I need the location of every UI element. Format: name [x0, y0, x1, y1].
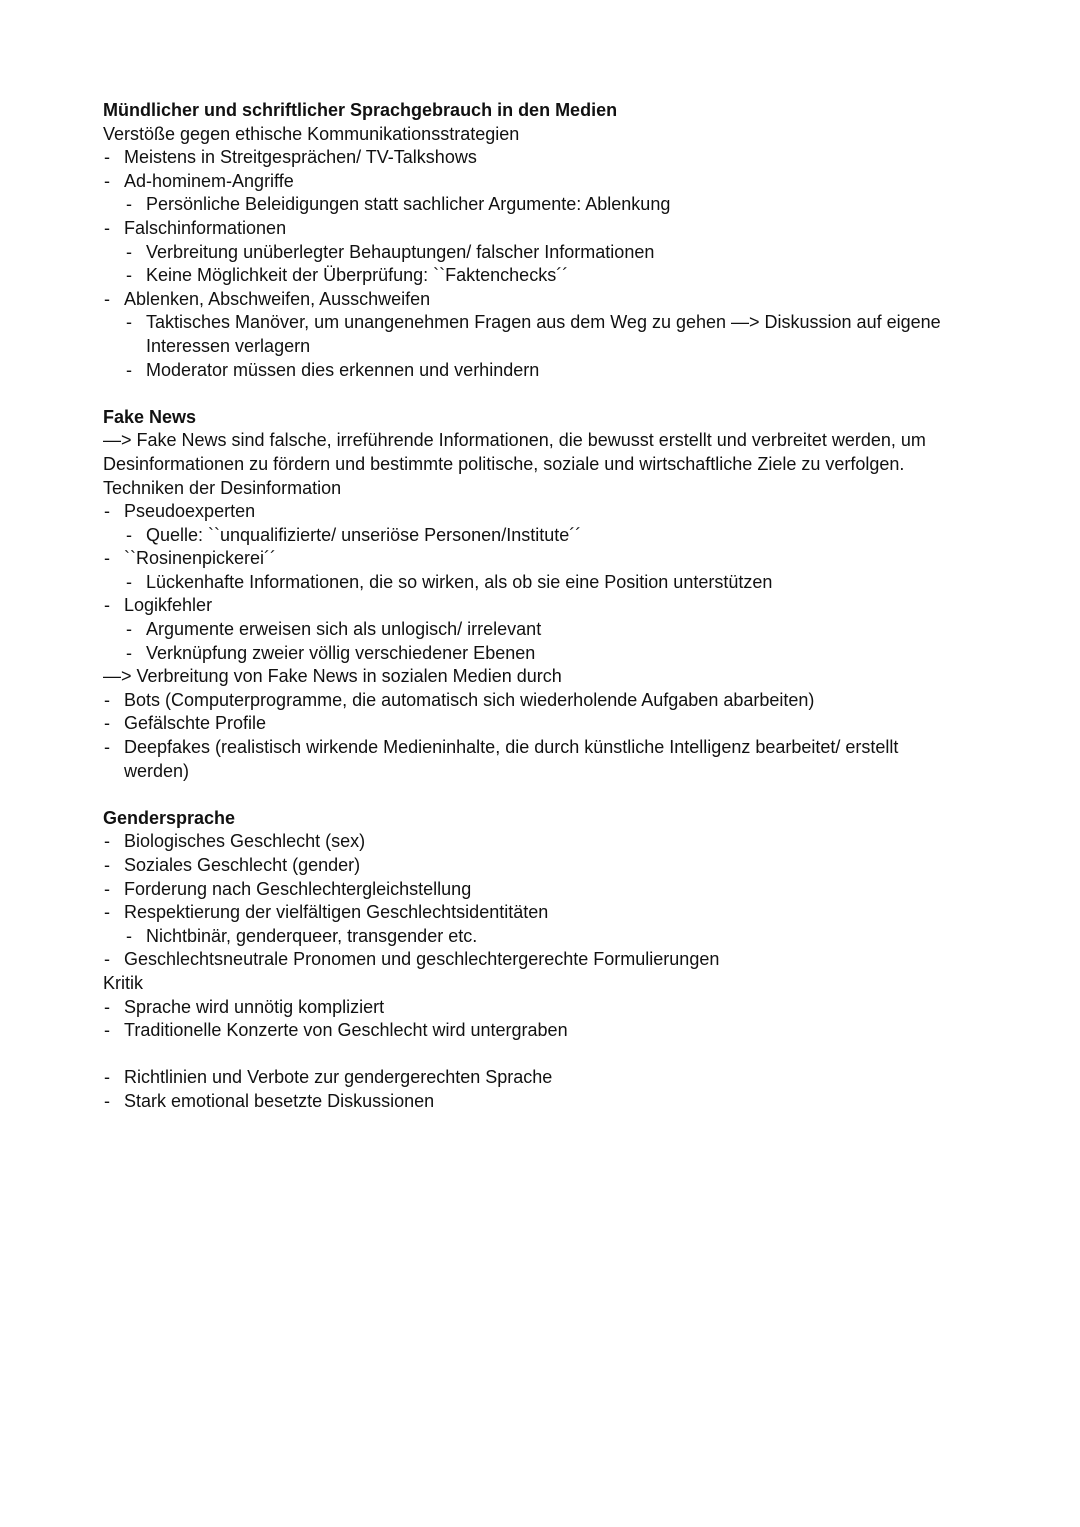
subheading: —> Verbreitung von Fake News in sozialen Medien durch: [103, 666, 562, 687]
bullet-text: Persönliche Beleidigungen statt sachlicher Argumente: Ablenkung: [146, 194, 671, 215]
bullet-text: Soziales Geschlecht (gender): [124, 855, 361, 875]
sub-bullet-item: [103, 524, 963, 548]
paragraph: —> Fake News sind falsche, irreführende Informationen, die bewusst erstellt und verbreitet werden, um Desinformationen zu fördern und bestimmte politische, soziale und wirtschaftliche Ziele zu verfolgen.: [103, 430, 926, 474]
bullet-item: [103, 996, 963, 1020]
bullet-item: [103, 594, 963, 618]
bullet-dash: -: [126, 359, 132, 380]
section-spacer: [103, 382, 963, 406]
bullet-text: Bots (Computerprogramme, die automatisch sich wiederholende Aufgaben abarbeiten): [124, 689, 815, 710]
bullet-dash: -: [104, 1020, 110, 1041]
bullet-dash: -: [104, 1067, 110, 1088]
bullet-dash: -: [126, 241, 132, 262]
bullet-dash: -: [104, 548, 110, 569]
bullet-item: [103, 736, 963, 783]
bullet-text: Argumente erweisen sich als unlogisch/ irrelevant: [146, 619, 542, 640]
bullet-text: Moderator müssen dies erkennen und verhindern: [146, 359, 540, 380]
bullet-item: [103, 712, 963, 736]
bullet-dash: -: [104, 147, 110, 168]
bullet-dash: -: [104, 855, 110, 875]
bullet-text: Taktisches Manöver, um unangenehmen Fragen aus dem Weg zu gehen —> Diskussion auf eigene Interessen verlagern: [146, 312, 941, 356]
bullet-text: Gefälschte Profile: [124, 713, 267, 734]
bullet-dash: -: [104, 1090, 110, 1111]
bullet-text: Falschinformationen: [124, 217, 287, 238]
bullet-dash: -: [126, 194, 132, 215]
bullet-dash: -: [104, 170, 110, 191]
bullet-text: Verknüpfung zweier völlig verschiedener Ebenen: [146, 642, 536, 663]
bullet-dash: -: [104, 217, 110, 238]
bullet-dash: -: [126, 642, 132, 663]
bullet-text: Lückenhafte Informationen, die so wirken, als ob sie eine Position unterstützen: [146, 571, 773, 592]
bullet-dash: -: [126, 571, 132, 592]
section-title: Fake News: [103, 406, 197, 427]
sub-bullet-item: [103, 359, 963, 383]
sub-bullet-item: [103, 642, 963, 666]
bullet-text: ``Rosinenpickerei´´: [124, 548, 277, 569]
bullet-dash: -: [104, 902, 110, 923]
bullet-item: [103, 547, 963, 571]
bullet-text: Nichtbinär, genderqueer, transgender etc.: [146, 925, 478, 946]
sub-bullet-item: [103, 618, 963, 642]
sub-bullet-item: [103, 925, 963, 949]
bullet-text: Respektierung der vielfältigen Geschlechtsidentitäten: [124, 902, 549, 923]
bullet-text: Logikfehler: [124, 595, 213, 616]
bullet-dash: -: [126, 524, 132, 545]
bullet-dash: -: [126, 925, 132, 946]
bullet-item: [103, 288, 963, 312]
bullet-item: [103, 1066, 963, 1090]
bullet-dash: -: [104, 501, 110, 522]
bullet-text: Biologisches Geschlecht (sex): [124, 831, 366, 852]
bullet-text: Pseudoexperten: [124, 501, 256, 522]
bullet-item: [103, 500, 963, 524]
subheading: Techniken der Desinformation: [103, 477, 342, 498]
bullet-dash: -: [104, 689, 110, 710]
bullet-text: Meistens in Streitgesprächen/ TV-Talkshows: [124, 147, 477, 168]
bullet-dash: -: [104, 737, 110, 758]
bullet-dash: -: [126, 265, 132, 286]
bullet-dash: -: [104, 878, 110, 899]
bullet-text: Ablenken, Abschweifen, Ausschweifen: [124, 288, 431, 309]
bullet-item: [103, 170, 963, 194]
bullet-text: Deepfakes (realistisch wirkende Medieninhalte, die durch künstliche Intelligenz bearbeitet/ erstellt werden): [124, 737, 899, 781]
bullet-item: [103, 830, 963, 854]
bullet-text: Forderung nach Geschlechtergleichstellung: [124, 878, 472, 899]
bullet-text: Traditionelle Konzerte von Geschlecht wird untergraben: [124, 1020, 568, 1041]
bullet-text: Geschlechtsneutrale Pronomen und geschlechtergerechte Formulierungen: [124, 949, 720, 970]
bullet-text: Stark emotional besetzte Diskussionen: [124, 1090, 435, 1111]
subheading: Kritik: [103, 972, 143, 993]
bullet-item: [103, 854, 963, 878]
bullet-dash: -: [104, 595, 110, 616]
subheading: Verstöße gegen ethische Kommunikationsstrategien: [103, 123, 520, 144]
bullet-text: Quelle: ``unqualifizierte/ unseriöse Personen/Institute´´: [146, 524, 582, 545]
bullet-item: [103, 878, 963, 902]
bullet-item: [103, 146, 963, 170]
bullet-item: [103, 689, 963, 713]
bullet-item: [103, 901, 963, 925]
document-page: [103, 99, 963, 1114]
bullet-item: [103, 1090, 963, 1114]
bullet-item: [103, 948, 963, 972]
bullet-dash: -: [104, 713, 110, 734]
bullet-text: Richtlinien und Verbote zur gendergerechten Sprache: [124, 1067, 553, 1088]
bullet-text: Keine Möglichkeit der Überprüfung: ``Faktenchecks´´: [146, 265, 569, 286]
bullet-dash: -: [104, 831, 110, 852]
section-spacer: [103, 783, 963, 807]
bullet-text: Verbreitung unüberlegter Behauptungen/ falscher Informationen: [146, 241, 655, 262]
bullet-text: Ad-hominem-Angriffe: [124, 170, 294, 191]
bullet-dash: -: [104, 996, 110, 1017]
sub-bullet-item: [103, 241, 963, 265]
sub-bullet-item: [103, 311, 963, 358]
bullet-item: [103, 217, 963, 241]
list-spacer: [103, 1043, 963, 1067]
section-title: Mündlicher und schriftlicher Sprachgebrauch in den Medien: [103, 100, 618, 120]
sub-bullet-item: [103, 571, 963, 595]
sub-bullet-item: [103, 264, 963, 288]
bullet-dash: -: [104, 949, 110, 970]
bullet-dash: -: [126, 619, 132, 640]
bullet-dash: -: [126, 312, 132, 333]
bullet-item: [103, 1019, 963, 1043]
bullet-text: Sprache wird unnötig kompliziert: [124, 996, 385, 1017]
sub-bullet-item: [103, 193, 963, 217]
section-title: Gendersprache: [103, 807, 236, 828]
bullet-dash: -: [104, 288, 110, 309]
